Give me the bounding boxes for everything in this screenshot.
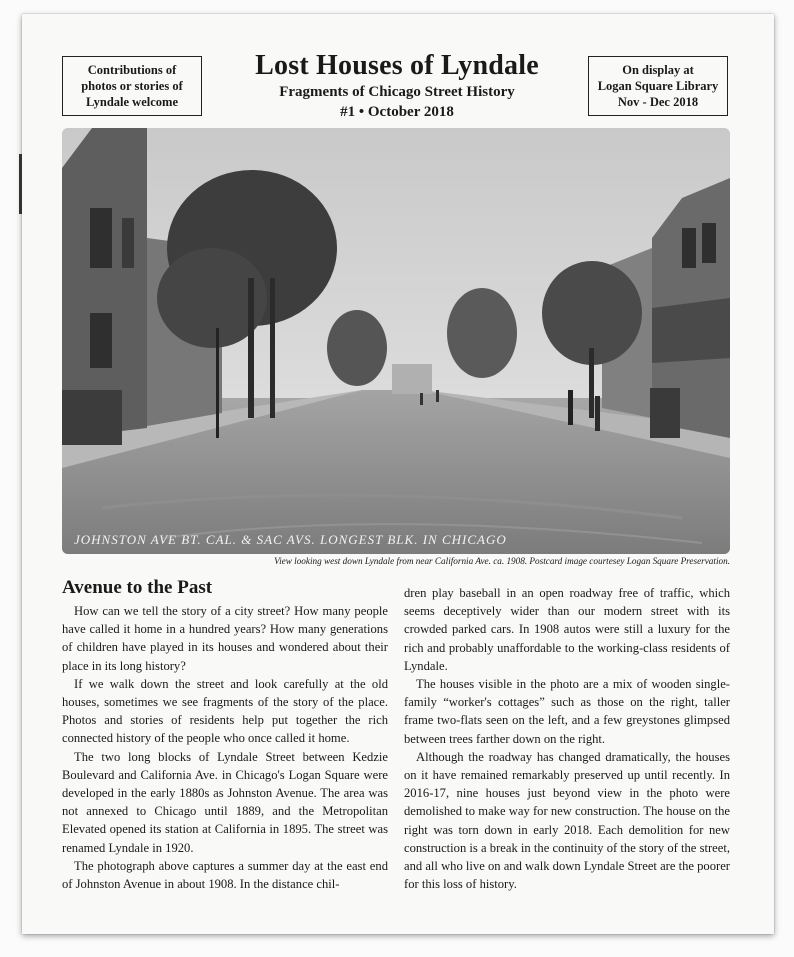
contributions-line-3: Lyndale welcome xyxy=(85,95,178,109)
street-photograph xyxy=(62,128,730,554)
contributions-line-2: photos or stories of xyxy=(81,79,183,93)
newsletter-title: Lost Houses of Lyndale xyxy=(255,50,539,81)
article-paragraph: How can we tell the story of a city street? How many people have called it home in a hundred years? How many generations of children have played in its houses and wondered about their place in its long history? xyxy=(62,604,388,673)
article-paragraph: dren play baseball in an open roadway free of traffic, which seems deceptively wider than our modern street with its crowded parked cars. In 1908 autos were still a luxury for the rich and probably unaffordable to the working-class residents of Lyndale. xyxy=(404,586,730,673)
contributions-notice-box xyxy=(62,56,202,116)
display-notice-box xyxy=(588,56,728,116)
postcard-inscription: JOHNSTON AVE BT. CAL. & SAC AVS. LONGEST BLK. IN CHICAGO xyxy=(74,532,507,547)
article-heading: Avenue to the Past xyxy=(62,577,213,598)
photo-caption: View looking west down Lyndale from near California Ave. ca. 1908. Postcard image courtesey Logan Square Preservation. xyxy=(274,556,730,566)
article-column-left xyxy=(62,576,388,893)
issue-line: #1 • October 2018 xyxy=(340,104,454,120)
street-photo-illustration xyxy=(62,128,730,554)
newsletter-page xyxy=(22,14,774,934)
newsletter-subtitle: Fragments of Chicago Street History xyxy=(279,84,515,100)
article-column-right xyxy=(404,584,730,893)
contributions-line-1: Contributions of xyxy=(87,63,177,77)
article-paragraph: The photograph above captures a summer day at the east end of Johnston Avenue in about 1908. In the distance chil- xyxy=(62,858,388,892)
article-paragraph: Although the roadway has changed dramatically, the houses on it have remained remarkably preserved up until recently. In 2016-17, nine houses just beyond view in the photo were demolished to make way for new construction. The house on the right was torn down in early 2018. Each demolition for new construction is a break in the continuity of the story of the street, and all who live on and walk down Lyndale Street are the poorer for this loss of history. xyxy=(404,749,730,892)
article-paragraph: If we walk down the street and look carefully at the old houses, sometimes we see fragments of the story of the place. Photos and stories of residents help put together the rich connected history of the people who once called it home. xyxy=(62,676,388,746)
article-paragraph: The two long blocks of Lyndale Street between Kedzie Boulevard and California Ave. in Chicago's Logan Square were developed in the early 1880s as Johnston Avenue. The area was not annexed to Chicago until 1889, and the Metropolitan Elevated opened its station at California in 1895. The street was renamed Lyndale in 1920. xyxy=(62,749,388,855)
display-line-1: On display at xyxy=(622,63,694,77)
display-line-2: Logan Square Library xyxy=(597,79,719,93)
article-paragraph: The houses visible in the photo are a mix of wooden single-family “worker's cottages” such as those on the right, taller frame two-flats seen on the left, and a few greystones glimpsed between trees farther down on the right. xyxy=(404,677,730,746)
display-line-3: Nov - Dec 2018 xyxy=(617,95,699,109)
